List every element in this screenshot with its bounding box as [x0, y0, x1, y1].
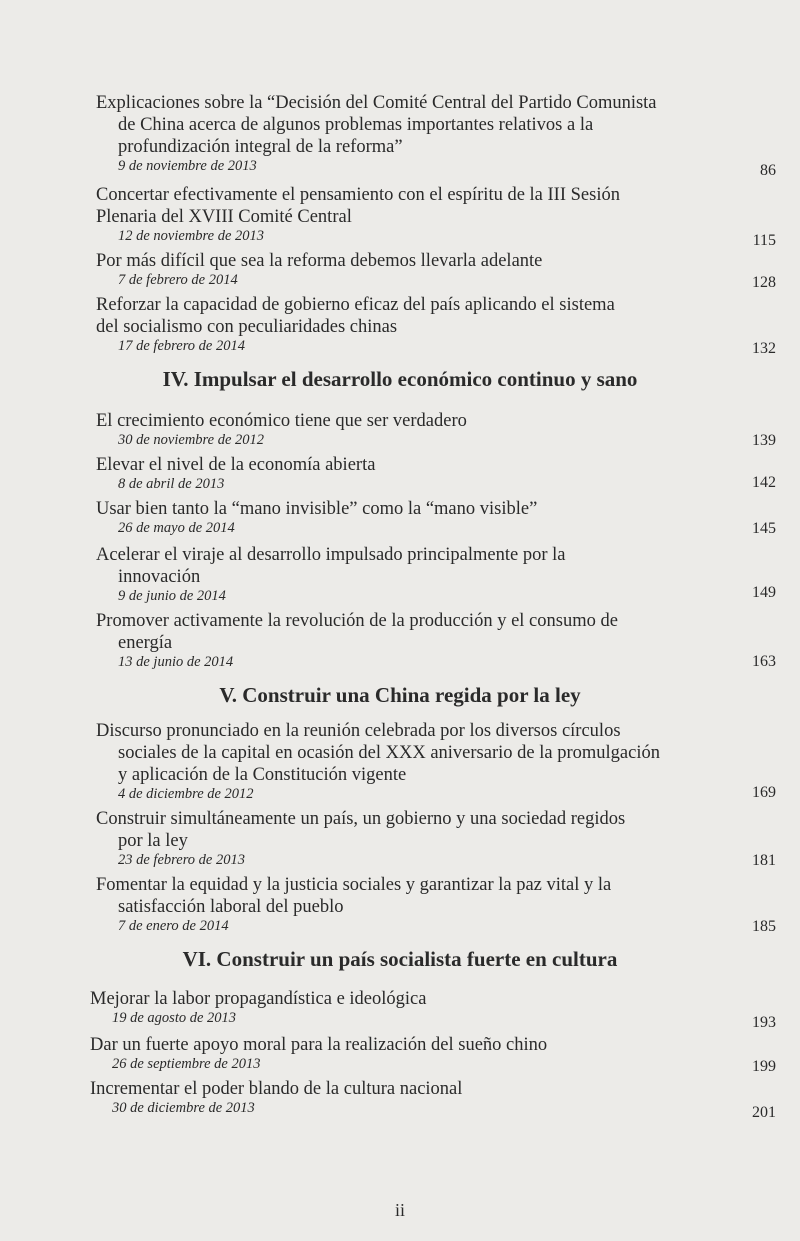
entry-date: 4 de diciembre de 2012	[118, 786, 254, 802]
entry-title-line: de China acerca de algunos problemas importantes relativos a la	[118, 115, 594, 135]
entry-title-line: Elevar el nivel de la economía abierta	[96, 455, 376, 475]
entry-title-line: innovación	[118, 567, 201, 587]
entry-date: 26 de mayo de 2014	[118, 520, 235, 536]
entry-title-line: Promover activamente la revolución de la producción y el consumo de	[96, 611, 618, 631]
entry-date: 30 de noviembre de 2012	[118, 432, 265, 448]
toc-entry	[90, 1034, 776, 1073]
entry-date: 12 de noviembre de 2013	[118, 228, 265, 244]
entry-title-line: energía	[118, 633, 173, 653]
entry-page-number: 199	[752, 1058, 776, 1075]
entry-page-number: 185	[752, 918, 776, 935]
entry-page-number: 132	[752, 340, 776, 357]
entry-date: 13 de junio de 2014	[118, 654, 234, 670]
toc-entry	[90, 988, 776, 1031]
entry-page-number: 163	[752, 653, 776, 670]
toc-entry	[96, 250, 776, 289]
toc-entry	[96, 610, 776, 671]
section-heading: IV. Impulsar el desarrollo económico continuo y sano	[162, 367, 638, 391]
toc-entry	[96, 808, 776, 869]
entry-title-line: satisfacción laboral del pueblo	[118, 897, 344, 917]
page-folio: ii	[394, 1200, 405, 1220]
entry-title-line: Reforzar la capacidad de gobierno eficaz del país aplicando el sistema	[96, 295, 615, 315]
toc-entry	[96, 92, 776, 179]
entry-title-line: Concertar efectivamente el pensamiento con el espíritu de la III Sesión	[96, 185, 620, 205]
entry-date: 9 de noviembre de 2013	[118, 158, 257, 174]
entry-date: 26 de septiembre de 2013	[112, 1056, 261, 1072]
entry-page-number: 181	[752, 852, 776, 869]
entry-date: 7 de enero de 2014	[118, 918, 229, 934]
toc-entry	[96, 544, 776, 605]
entry-page-number: 128	[752, 274, 776, 291]
entry-title-line: y aplicación de la Constitución vigente	[118, 765, 407, 785]
toc-entry	[96, 874, 776, 935]
entry-page-number: 145	[752, 520, 776, 537]
entry-title-line: profundización integral de la reforma”	[118, 137, 403, 157]
entry-date: 23 de febrero de 2013	[118, 852, 245, 868]
entry-page-number: 115	[752, 232, 776, 249]
entry-title-line: Usar bien tanto la “mano invisible” como la “mano visible”	[96, 499, 538, 519]
entry-title-line: por la ley	[118, 831, 188, 851]
entry-title-line: Plenaria del XVIII Comité Central	[96, 207, 352, 227]
toc-entry	[96, 720, 776, 803]
entry-date: 30 de diciembre de 2013	[112, 1100, 255, 1116]
toc-entry	[96, 294, 776, 355]
entry-date: 9 de junio de 2014	[118, 588, 226, 604]
entry-title-line: El crecimiento económico tiene que ser verdadero	[96, 411, 467, 431]
entry-page-number: 201	[752, 1104, 776, 1121]
entry-date: 19 de agosto de 2013	[112, 1010, 237, 1026]
toc-entry	[90, 1078, 776, 1121]
entry-title-line: Acelerar el viraje al desarrollo impulsado principalmente por la	[96, 545, 566, 565]
entry-title-line: Mejorar la labor propagandística e ideológica	[90, 989, 427, 1009]
entry-title-line: Por más difícil que sea la reforma debemos llevarla adelante	[96, 251, 543, 271]
entry-page-number: 86	[760, 162, 776, 179]
entry-title-line: Discurso pronunciado en la reunión celebrada por los diversos círculos	[96, 721, 621, 741]
toc-entry	[96, 410, 776, 449]
entry-title-line: Fomentar la equidad y la justicia sociales y garantizar la paz vital y la	[96, 875, 612, 895]
entry-date: 17 de febrero de 2014	[118, 338, 245, 354]
entry-title-line: Explicaciones sobre la “Decisión del Comité Central del Partido Comunista	[96, 93, 657, 113]
toc-entry	[96, 184, 776, 249]
entry-title-line: Dar un fuerte apoyo moral para la realización del sueño chino	[90, 1035, 548, 1055]
entry-page-number: 139	[752, 432, 776, 449]
toc-entry	[96, 498, 776, 537]
entry-date: 7 de febrero de 2014	[118, 272, 238, 288]
section-heading: V. Construir una China regida por la ley	[219, 683, 581, 707]
entry-title-line: sociales de la capital en ocasión del XXX aniversario de la promulgación	[118, 743, 660, 763]
entry-page-number: 193	[752, 1014, 776, 1031]
entry-title-line: Incrementar el poder blando de la cultura nacional	[90, 1079, 463, 1099]
toc-entry	[96, 454, 776, 493]
entry-date: 8 de abril de 2013	[118, 476, 225, 492]
section-heading: VI. Construir un país socialista fuerte en cultura	[182, 947, 618, 971]
entry-page-number: 169	[752, 784, 776, 801]
entry-title-line: Construir simultáneamente un país, un gobierno y una sociedad regidos	[96, 809, 626, 829]
entry-page-number: 149	[752, 584, 776, 601]
entry-title-line: del socialismo con peculiaridades chinas	[96, 317, 398, 337]
entry-page-number: 142	[752, 474, 776, 491]
